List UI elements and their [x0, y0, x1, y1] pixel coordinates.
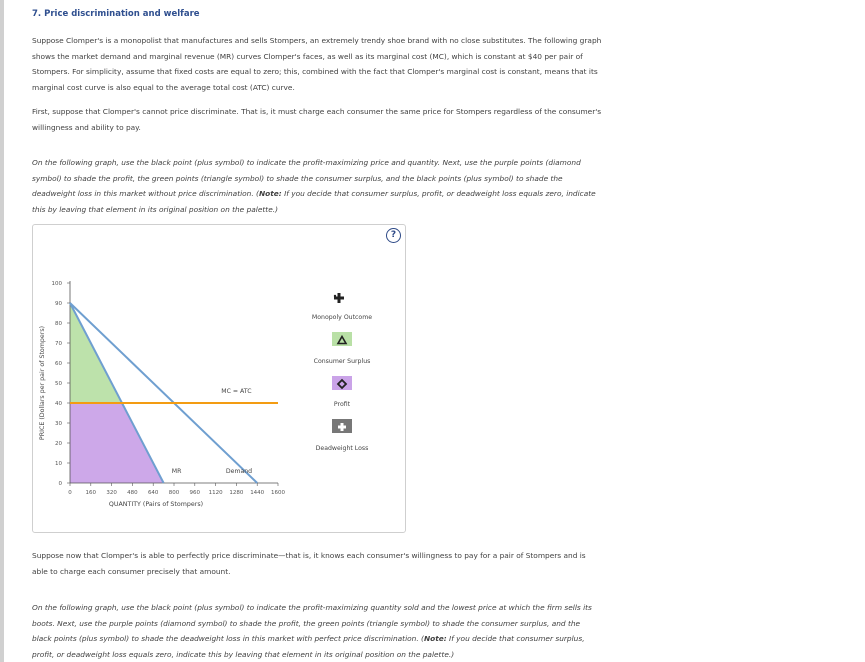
x-tick-label: 1440 [250, 490, 265, 496]
x-tick-label: 0 [68, 490, 72, 496]
x-tick-label: 800 [168, 490, 180, 496]
y-tick-label: 10 [55, 461, 62, 467]
y-tick-label: 100 [51, 281, 62, 287]
x-tick-label: 160 [85, 490, 97, 496]
instructions-paragraph-2 [32, 600, 602, 662]
profit-diamond-icon[interactable] [332, 376, 352, 390]
note-label: Note: [258, 189, 282, 198]
deadweight-loss-plus-icon[interactable] [332, 419, 352, 433]
help-icon[interactable]: ? [386, 228, 401, 243]
y-tick-label: 20 [55, 441, 62, 447]
curve-label: MR [171, 468, 182, 475]
x-tick-label: 640 [147, 490, 159, 496]
x-tick-label: 320 [106, 490, 117, 496]
y-tick-label: 80 [55, 321, 62, 327]
y-axis-title: PRICE (Dollars per pair of Stompers) [39, 325, 46, 441]
curve-label: Demand [225, 468, 253, 475]
perfect-discrimination-paragraph: Suppose now that Clomper's is able to perfectly price discriminate—that is, it knows each consumer's willingness to pay for a pair of Stompers and is able to charge each consumer precisely that amount. [32, 551, 586, 576]
y-tick-label: 90 [55, 301, 62, 307]
instructions-paragraph-1 [32, 155, 602, 217]
x-tick-label: 1280 [229, 490, 244, 496]
instructions-text: On the following graph, use the black point (plus symbol) to indicate the profit-maximizing price and quantity. Next, use the purple points (diamond symbol) to shade the profit, the green points (triangle symbol) to shade the consumer surplus, and the black points (plus symbol) to shade the deadweight loss in this market without price discrimination. ( [32, 158, 581, 198]
y-tick-label: 0 [58, 481, 62, 487]
no-discrimination-paragraph: First, suppose that Clomper's cannot price discriminate. That is, it must charge each consumer the same price for Stompers regardless of the consumer's willingness and ability to pay. [32, 107, 602, 132]
y-tick-label: 60 [55, 361, 62, 367]
x-tick-label: 1600 [271, 490, 285, 496]
instructions-text: If you decide that consumer surplus, profit, or deadweight loss equals zero, indicate this by leaving that element in its original position on the palette.) [32, 634, 585, 659]
consumer-surplus-triangle-icon[interactable] [332, 332, 352, 346]
palette-label-deadweight-loss: Deadweight Loss [315, 445, 369, 452]
palette-label-consumer-surplus: Consumer Surplus [313, 358, 371, 365]
x-axis-title: QUANTITY (Pairs of Stompers) [108, 501, 204, 508]
y-tick-label: 70 [55, 341, 62, 347]
curve-label: MC = ATC [221, 388, 252, 395]
instructions-text: If you decide that consumer surplus, profit, or deadweight loss equals zero, indicate this by leaving that element in its original position on the palette.) [32, 189, 596, 214]
x-tick-label: 1120 [208, 490, 223, 496]
question-title: 7. Price discrimination and welfare [32, 9, 200, 19]
note-label: Note: [423, 634, 447, 643]
palette-label-profit: Profit [333, 401, 351, 408]
y-tick-label: 30 [55, 421, 62, 427]
x-tick-label: 480 [127, 490, 138, 496]
x-tick-label: 960 [189, 490, 201, 496]
instructions-text: On the following graph, use the black point (plus symbol) to indicate the profit-maximizing quantity sold and the lowest price at which the firm sells its boots. Next, use the purple points (diamond symbol) to shade the profit, the green points (triangle symbol) to shade the consumer surplus, and the black points (plus symbol) to shade the deadweight loss in this market with perfect price discrimination. ( [32, 603, 592, 643]
y-tick-label: 50 [55, 381, 62, 387]
monopoly-outcome-plus-icon[interactable] [332, 291, 346, 305]
y-tick-label: 40 [55, 401, 62, 407]
left-border [0, 0, 4, 662]
shaded-profit [70, 403, 164, 483]
palette-label-monopoly-outcome: Monopoly Outcome [311, 314, 373, 321]
graph-panel [32, 224, 406, 533]
intro-paragraph: Suppose Clomper's is a monopolist that manufactures and sells Stompers, an extremely trendy shoe brand with no close substitutes. The following graph shows the market demand and marginal revenue (MR) curves Clomper's faces, as well as its marginal cost (MC), which is constant at $40 per pair of Stompers. For simplicity, assume that fixed costs are equal to zero; this, combined with the fact that Clomper's marginal cost is constant, means that its marginal cost curve is also equal to the average total cost (ATC) curve. [32, 36, 602, 92]
